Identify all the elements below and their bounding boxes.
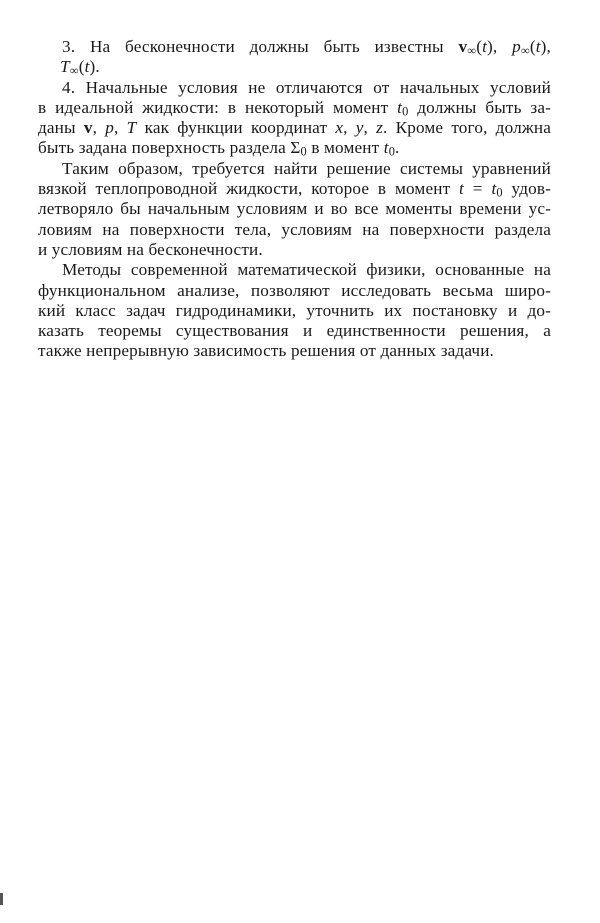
text-line xyxy=(38,220,551,240)
body-text xyxy=(38,37,551,362)
text-line xyxy=(38,281,551,301)
math-symbol: Σ xyxy=(290,138,301,158)
text-line xyxy=(38,341,551,361)
text-span: ловиям на поверхности тела, условиям на поверхности раздела xyxy=(38,219,551,239)
text-span: Таким образом, требуется найти решение системы уравнений xyxy=(62,158,551,178)
math-subscript: 0 xyxy=(300,144,307,159)
text-span: функциональном анализе, позволяют исследовать весьма широ- xyxy=(38,280,551,300)
text-line xyxy=(38,240,551,260)
math-var: T xyxy=(126,118,137,138)
text-line: $T_\infty(t)$. xyxy=(60,57,100,78)
text-span: 4. Начальные условия не отличаются от начальных условий xyxy=(62,77,551,97)
text-line xyxy=(38,179,551,199)
math-var: z xyxy=(376,118,383,138)
math-subscript: 0 xyxy=(402,104,409,119)
math-var: y xyxy=(355,118,364,138)
text-span: также непрерывную зависимость решения от данных задачи. xyxy=(38,341,494,361)
text-span: . Кроме того, должна xyxy=(383,118,551,138)
text-span: удов- xyxy=(511,179,551,199)
text-line xyxy=(60,260,551,280)
text-span: в идеальной жидкости: в некоторый момент xyxy=(38,97,389,117)
text-line: быть задана поверхность раздела $\Sigma_0$ в момент $t_0$. xyxy=(38,138,400,159)
math-subscript: 0 xyxy=(496,185,503,200)
text-span: быть задана поверхность раздела xyxy=(38,138,286,158)
text-line xyxy=(38,301,551,321)
text-line xyxy=(38,321,551,341)
text-span: летворяло бы начальным условиям и во все моменты времени ус- xyxy=(38,199,551,219)
text-span: вязкой теплопроводной жидкости, которое в момент xyxy=(38,179,451,199)
math-var: p xyxy=(512,37,521,56)
math-subscript: ∞ xyxy=(467,43,477,58)
text-line: даны v, p, T как функции координат x, y, z. Кроме того, должна xyxy=(38,118,551,138)
text-span: должны быть за- xyxy=(417,97,551,117)
math-var: t xyxy=(482,37,488,56)
text-line xyxy=(38,199,551,219)
scan-margin-mark xyxy=(0,893,3,905)
math-var: x xyxy=(335,118,344,138)
text-span: и условиям на бесконечности. xyxy=(38,239,263,259)
math-var: t xyxy=(459,179,464,199)
math-subscript: ∞ xyxy=(520,43,530,58)
math-var: t xyxy=(84,57,90,77)
text-span: . xyxy=(95,57,100,77)
text-span: кий класс задач гидродинамики, уточнить их постановку и до- xyxy=(38,300,551,320)
text-line: 3. На бесконечности должны быть известны $v_\infty(t)$, $p_\infty(t)$, xyxy=(62,37,551,58)
text-span: даны xyxy=(38,118,76,138)
text-line xyxy=(60,159,551,179)
math-subscript: 0 xyxy=(388,144,396,159)
math-var: t xyxy=(397,97,403,117)
math-var: t xyxy=(383,138,389,158)
text-line xyxy=(38,98,551,118)
math-vector-v: v xyxy=(458,37,468,56)
math-subscript: ∞ xyxy=(69,63,79,78)
math-var: t xyxy=(491,179,497,199)
text-span: казать теоремы существования и единственности решения, а xyxy=(38,321,551,341)
math-symbol: = xyxy=(472,179,483,199)
math-var: t xyxy=(535,37,541,56)
text-span: 3. На бесконечности должны быть известны xyxy=(62,37,444,56)
text-span: как функции координат xyxy=(144,118,328,138)
math-var: T xyxy=(60,57,70,77)
text-span: в момент xyxy=(311,138,380,158)
text-span: Методы современной математической физики, основанные на xyxy=(62,260,551,280)
math-var: p xyxy=(105,118,115,138)
text-line xyxy=(60,78,551,98)
math-vector-v: v xyxy=(83,118,93,138)
